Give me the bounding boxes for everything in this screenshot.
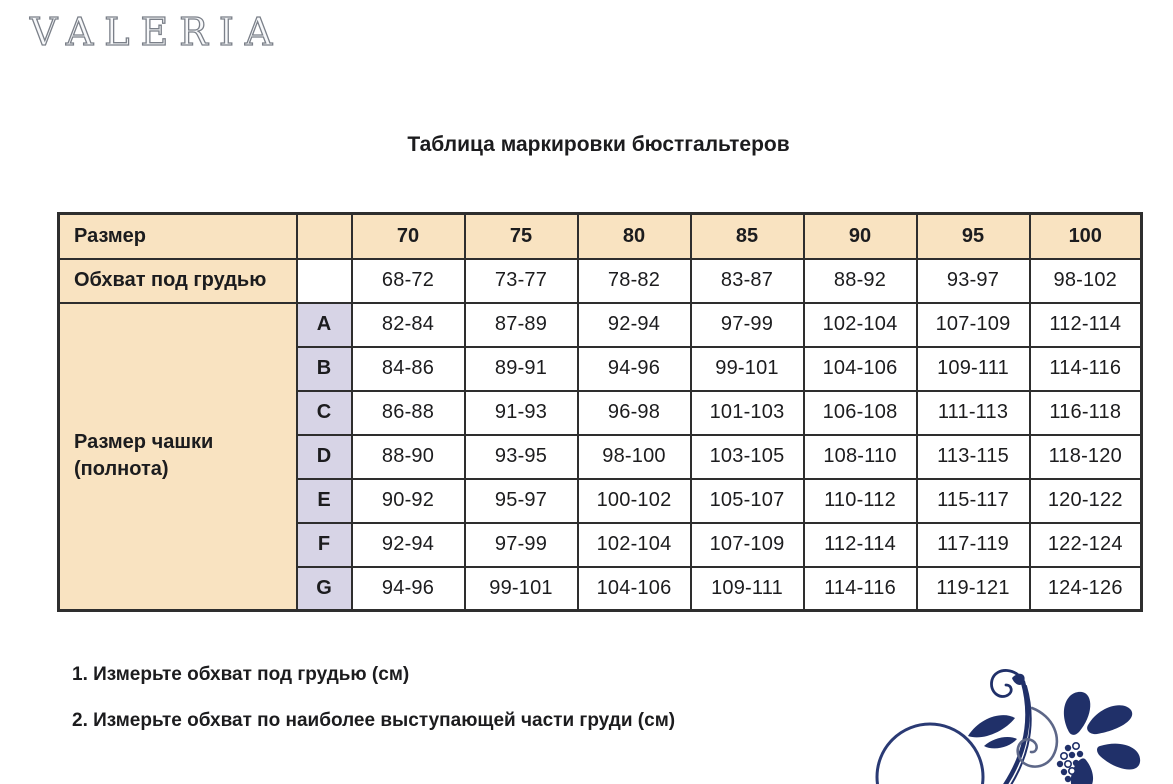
cup-value-cell: 118-120 bbox=[1030, 435, 1142, 479]
cup-value-cell: 102-104 bbox=[578, 523, 691, 567]
cup-value-cell: 115-117 bbox=[917, 479, 1030, 523]
brand-logo: VALERIA bbox=[30, 10, 284, 54]
cup-value-cell: 108-110 bbox=[804, 435, 917, 479]
cup-letter-cell: E bbox=[297, 479, 352, 523]
cup-letter-cell: D bbox=[297, 435, 352, 479]
cup-value-cell: 112-114 bbox=[1030, 303, 1142, 347]
cup-value-cell: 122-124 bbox=[1030, 523, 1142, 567]
size-value-cell: 75 bbox=[465, 214, 578, 259]
cup-value-cell: 110-112 bbox=[804, 479, 917, 523]
underbust-label-cell: Обхват под грудью bbox=[59, 259, 297, 303]
underbust-value-cell: 78-82 bbox=[578, 259, 691, 303]
spacer-cell bbox=[297, 259, 352, 303]
cup-value-cell: 105-107 bbox=[691, 479, 804, 523]
cup-value-cell: 109-111 bbox=[917, 347, 1030, 391]
cup-value-cell: 87-89 bbox=[465, 303, 578, 347]
cup-value-cell: 98-100 bbox=[578, 435, 691, 479]
cup-value-cell: 92-94 bbox=[352, 523, 465, 567]
cup-value-cell: 106-108 bbox=[804, 391, 917, 435]
cup-category-label-line2: (полнота) bbox=[74, 458, 169, 481]
cup-value-cell: 104-106 bbox=[578, 567, 691, 611]
size-label-cell: Размер bbox=[59, 214, 297, 259]
cup-value-cell: 111-113 bbox=[917, 391, 1030, 435]
cup-value-cell: 90-92 bbox=[352, 479, 465, 523]
cup-value-cell: 97-99 bbox=[691, 303, 804, 347]
cup-value-cell: 93-95 bbox=[465, 435, 578, 479]
size-value-cell: 95 bbox=[917, 214, 1030, 259]
measurement-instructions bbox=[72, 664, 675, 756]
underbust-value-cell: 98-102 bbox=[1030, 259, 1142, 303]
instruction-step-1: 1. Измерьте обхват под грудью (см) bbox=[72, 664, 410, 685]
cup-value-cell: 95-97 bbox=[465, 479, 578, 523]
cup-category-cell bbox=[59, 303, 297, 611]
cup-letter-cell: F bbox=[297, 523, 352, 567]
cup-value-cell: 92-94 bbox=[578, 303, 691, 347]
cup-value-cell: 107-109 bbox=[691, 523, 804, 567]
underbust-value-cell: 93-97 bbox=[917, 259, 1030, 303]
floral-flourish-icon bbox=[872, 664, 1152, 784]
cup-value-cell: 94-96 bbox=[352, 567, 465, 611]
cup-value-cell: 109-111 bbox=[691, 567, 804, 611]
size-value-cell: 80 bbox=[578, 214, 691, 259]
size-value-cell: 90 bbox=[804, 214, 917, 259]
cup-value-cell: 99-101 bbox=[465, 567, 578, 611]
cup-value-cell: 84-86 bbox=[352, 347, 465, 391]
cup-value-cell: 100-102 bbox=[578, 479, 691, 523]
cup-value-cell: 112-114 bbox=[804, 523, 917, 567]
size-value-cell: 70 bbox=[352, 214, 465, 259]
cup-letter-cell: G bbox=[297, 567, 352, 611]
cup-value-cell: 82-84 bbox=[352, 303, 465, 347]
cup-value-cell: 103-105 bbox=[691, 435, 804, 479]
cup-value-cell: 97-99 bbox=[465, 523, 578, 567]
size-header-row bbox=[59, 214, 1142, 259]
cup-letter-cell: C bbox=[297, 391, 352, 435]
cup-value-cell: 102-104 bbox=[804, 303, 917, 347]
cup-letter-cell: B bbox=[297, 347, 352, 391]
cup-value-cell: 88-90 bbox=[352, 435, 465, 479]
cup-value-cell: 119-121 bbox=[917, 567, 1030, 611]
cup-letter-cell: A bbox=[297, 303, 352, 347]
bra-size-table bbox=[57, 212, 1143, 612]
cup-value-cell: 114-116 bbox=[804, 567, 917, 611]
cup-value-cell: 91-93 bbox=[465, 391, 578, 435]
spacer-cell bbox=[297, 214, 352, 259]
cup-value-cell: 117-119 bbox=[917, 523, 1030, 567]
cup-value-cell: 116-118 bbox=[1030, 391, 1142, 435]
size-value-cell: 85 bbox=[691, 214, 804, 259]
underbust-value-cell: 88-92 bbox=[804, 259, 917, 303]
underbust-row bbox=[59, 259, 1142, 303]
cup-value-cell: 96-98 bbox=[578, 391, 691, 435]
cup-value-cell: 86-88 bbox=[352, 391, 465, 435]
cup-value-cell: 101-103 bbox=[691, 391, 804, 435]
cup-value-cell: 99-101 bbox=[691, 347, 804, 391]
underbust-value-cell: 83-87 bbox=[691, 259, 804, 303]
instruction-step-2: 2. Измерьте обхват по наиболее выступающей части груди (см) bbox=[72, 710, 676, 731]
cup-value-cell: 114-116 bbox=[1030, 347, 1142, 391]
cup-value-cell: 94-96 bbox=[578, 347, 691, 391]
cup-row bbox=[59, 303, 1142, 347]
cup-value-cell: 89-91 bbox=[465, 347, 578, 391]
page-title: Таблица маркировки бюстгальтеров bbox=[407, 133, 790, 156]
cup-value-cell: 120-122 bbox=[1030, 479, 1142, 523]
underbust-value-cell: 68-72 bbox=[352, 259, 465, 303]
size-value-cell: 100 bbox=[1030, 214, 1142, 259]
cup-value-cell: 124-126 bbox=[1030, 567, 1142, 611]
cup-value-cell: 113-115 bbox=[917, 435, 1030, 479]
underbust-value-cell: 73-77 bbox=[465, 259, 578, 303]
cup-category-label-line1: Размер чашки bbox=[74, 431, 214, 454]
cup-value-cell: 104-106 bbox=[804, 347, 917, 391]
cup-value-cell: 107-109 bbox=[917, 303, 1030, 347]
